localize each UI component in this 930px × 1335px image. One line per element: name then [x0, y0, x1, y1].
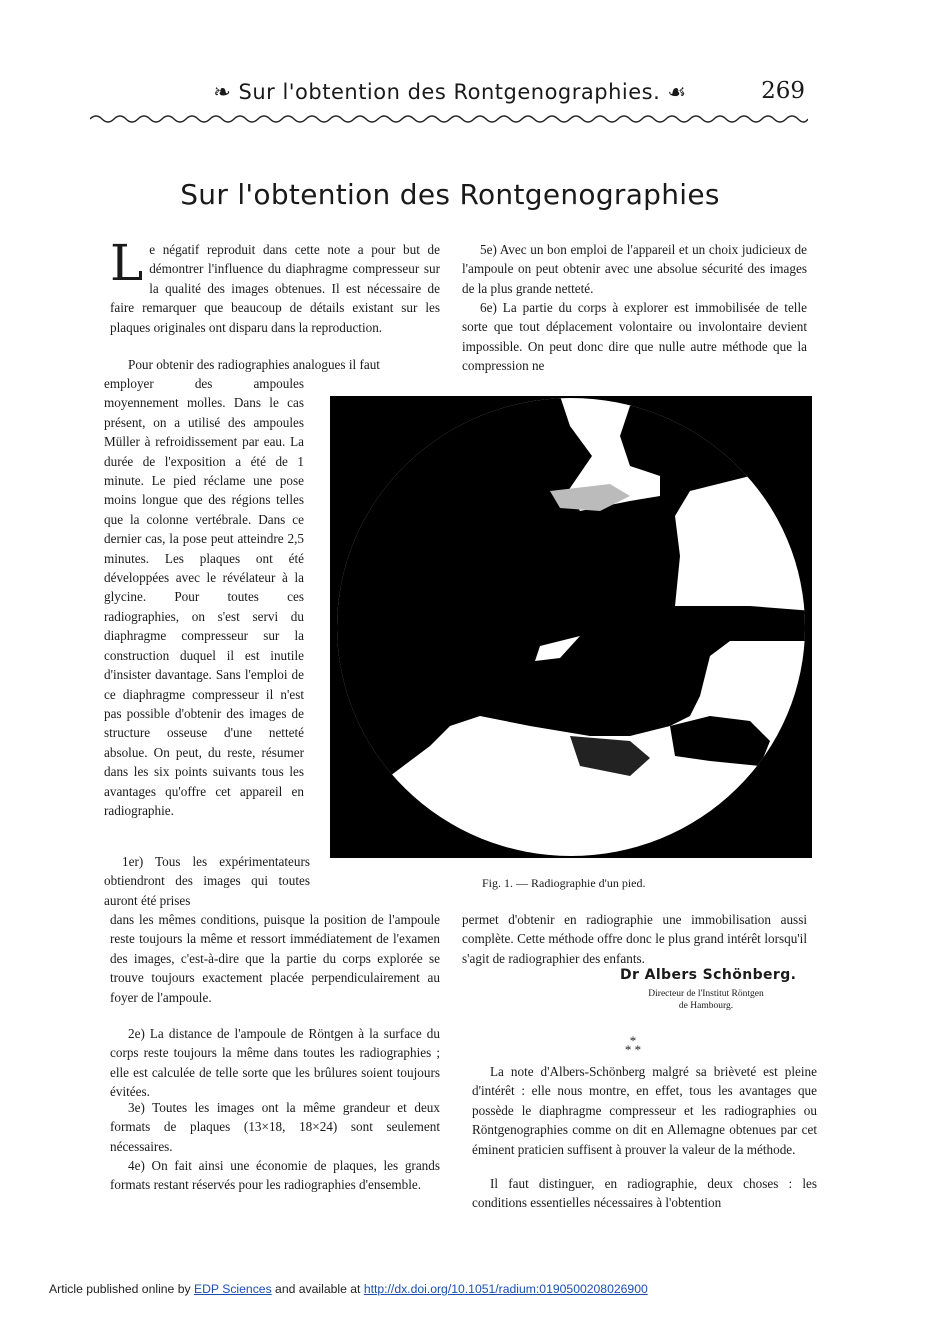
paragraph-point-3: 3e) Toutes les images ont la même grandeur et deux formats de plaques (13×18, 18×24) sont seulement nécessaires. [110, 1100, 440, 1154]
paragraph-point-6: 6e) La partie du corps à explorer est immobilisée de telle sorte que tout déplacement volontaire ou involontaire devient impossible. On peut donc dire que nulle autre méthode que la compression ne [462, 300, 807, 374]
author-signature: Dr Albers Schönberg. [620, 967, 797, 983]
running-title: ❧ Sur l'obtention des Rontgenographies. ☙ [213, 80, 687, 104]
paragraph-intro [110, 234, 440, 337]
doi-link[interactable]: http://dx.doi.org/10.1051/radium:0190500208026900 [363, 1282, 648, 1296]
footer-prefix: Article published online by [49, 1282, 194, 1296]
paragraph-point-1-lead: 1er) Tous les expérimentateurs obtiendront des images qui toutes auront été prises [104, 854, 310, 908]
author-affiliation-line-1: Directeur de l'Institut Röntgen [648, 989, 764, 999]
paragraph-ampoules-lead: Pour obtenir des radiographies analogues il faut [128, 357, 380, 372]
paragraph-distinguish: Il faut distinguer, en radiographie, deux choses : les conditions essentielles nécessaires à l'obtention [472, 1176, 817, 1211]
publisher-link[interactable]: EDP Sciences [193, 1282, 272, 1296]
paragraph-ampoules: employer des ampoules moyennement molles. Dans le cas présent, on a utilisé des ampoules Müller à refroidissement par eau. La durée de l'exposition a été de 1 minute. Le pied réclame une pose moins longue que des régions telles que la colonne vertébrale. Dans ce dernier cas, la pose peut atteindre 2,5 minutes. Les plaques ont été développées avec le révélateur à la glycine. Pour toutes ces radiographies, on s'est servi du diaphragme compresseur sur la construction duquel il est inutile d'insister davantage. Sans l'emploi de ce diaphragme compresseur il n'est pas possible d'obtenir des images de structure osseuse d'une netteté absolue. On peut, du reste, résumer dans les six points suivants tous les avantages qu'offre cet appareil en radiographie. [104, 376, 304, 818]
radiograph-image [330, 396, 812, 858]
paragraph-point-2: 2e) La distance de l'ampoule de Röntgen à la surface du corps reste toujours la même dans toutes les radiographies ; elle est calculée de telle sorte que les brûlures soient toujours évitées. [110, 1026, 440, 1100]
article-title: Sur l'obtention des Rontgenographies [180, 178, 720, 211]
decorative-rule [90, 110, 808, 128]
drop-cap: L [110, 234, 144, 292]
paragraph-intro-text: e négatif reproduit dans cette note a pour but de démontrer l'influence du diaphragme compresseur sur la qualité des images obtenues. Il est nécessaire de faire remarquer que beaucoup de détails existant sur les plaques originales ont disparu dans la reproduction. [110, 242, 440, 335]
radiograph-figure [330, 396, 812, 858]
paragraph-point-1: dans les mêmes conditions, puisque la position de l'ampoule reste toujours la même et ressort immédiatement de l'examen des images, c'est-à-dire que la partie du corps explorée se trouve toujours exactement placée perpendiculairement au foyer de l'ampoule. [110, 912, 440, 1005]
paragraph-conclusion: permet d'obtenir en radiographie une immobilisation aussi complète. Cette méthode offre donc le plus grand intérêt lorsqu'il s'agit de radiographier des enfants. [462, 912, 807, 966]
paragraph-point-4: 4e) On fait ainsi une économie de plaques, les grands formats restant réservés pour les radiographies d'ensemble. [110, 1158, 440, 1193]
author-affiliation-line-2: de Hambourg. [678, 1001, 734, 1011]
footer-middle: and available at [271, 1282, 364, 1296]
figure-caption: Fig. 1. — Radiographie d'un pied. [482, 876, 646, 890]
paragraph-editor-note: La note d'Albers-Schönberg malgré sa brièveté est pleine d'intérêt : elle nous montre, en effet, tous les avantages que possède le diaphragme compresseur et les radiographies ou Röntgenographies comme on dit en Allemagne obtenues par cet éminent praticien suffisent à prouver la valeur de la méthode. [472, 1064, 817, 1157]
paragraph-point-5: 5e) Avec un bon emploi de l'appareil et un choix judicieux de l'ampoule on peut obtenir avec une absolue sécurité des images de la plus grande netteté. [462, 242, 807, 296]
publication-footer [49, 1282, 648, 1296]
page-number: 269 [761, 78, 805, 104]
asterism: * * * [624, 1033, 642, 1057]
